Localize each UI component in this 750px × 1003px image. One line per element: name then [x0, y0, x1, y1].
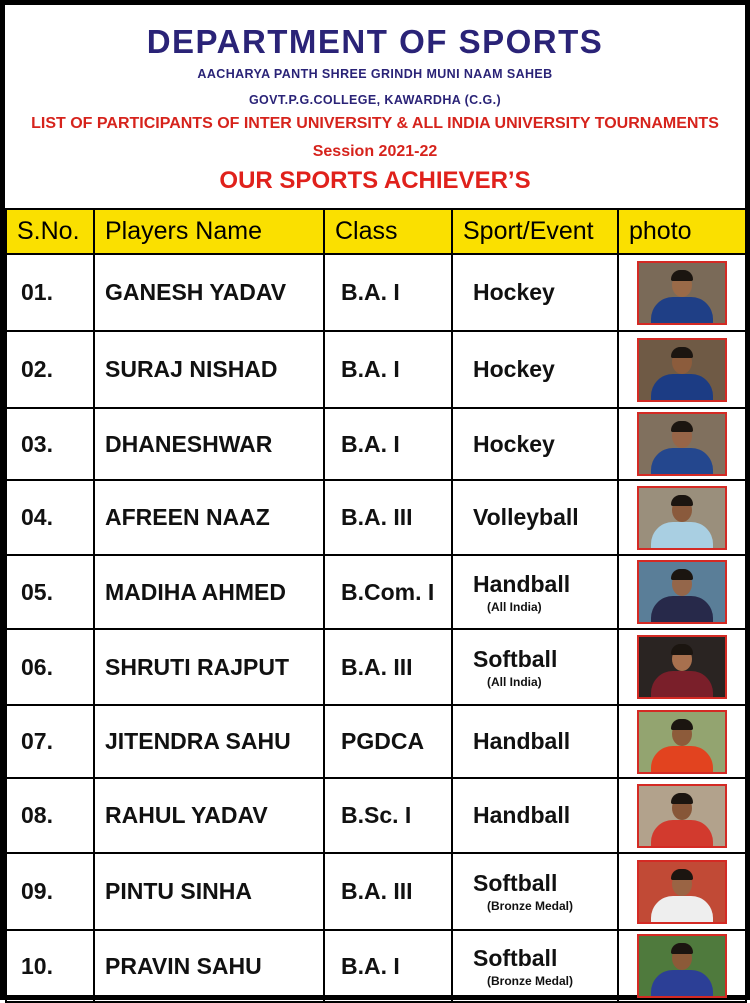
- list-title: LIST OF PARTICIPANTS OF INTER UNIVERSITY & ALL INDIA UNIVERSITY TOURNAMENTS: [31, 115, 719, 132]
- photo-torso: [651, 746, 713, 774]
- sport-name: Volleyball: [473, 504, 579, 530]
- column-header-photo: photo: [618, 209, 746, 254]
- serial-number-cell: 01.: [6, 254, 94, 331]
- sport-name: Softball: [473, 944, 558, 971]
- department-title: DEPARTMENT OF SPORTS: [146, 23, 604, 60]
- class-cell: B.A. I: [324, 331, 452, 408]
- player-photo: [637, 635, 727, 699]
- class-cell: B.A. III: [324, 480, 452, 555]
- photo-hair: [671, 569, 693, 580]
- sport-event-cell: [452, 408, 618, 480]
- class-cell: PGDCA: [324, 705, 452, 778]
- achievement-note: (Bronze Medal): [487, 973, 574, 988]
- sport-event-cell: [452, 778, 618, 853]
- sport-event-cell: [452, 254, 618, 331]
- sport-event-cell: [452, 629, 618, 705]
- player-photo: [637, 934, 727, 998]
- photo-cell: [618, 930, 746, 1002]
- player-name-cell: DHANESHWAR: [94, 408, 324, 480]
- column-header-sno: S.No.: [6, 209, 94, 254]
- photo-torso: [651, 448, 713, 476]
- player-name-cell: AFREEN NAAZ: [94, 480, 324, 555]
- serial-number-cell: 02.: [6, 331, 94, 408]
- sport-name: Hockey: [473, 279, 555, 305]
- player-name-cell: MADIHA AHMED: [94, 555, 324, 629]
- class-cell: B.A. I: [324, 254, 452, 331]
- participants-table: [5, 208, 747, 1003]
- achievement-note: (Bronze Medal): [487, 899, 574, 913]
- photo-torso: [651, 297, 713, 325]
- player-name-cell: SHRUTI RAJPUT: [94, 629, 324, 705]
- serial-number-cell: 05.: [6, 555, 94, 629]
- class-cell: B.A. III: [324, 853, 452, 930]
- sport-name: Handball: [473, 802, 571, 828]
- sport-name: Softball: [473, 870, 558, 896]
- player-photo: [637, 261, 727, 325]
- achievers-subtitle: OUR SPORTS ACHIEVER’S: [219, 167, 531, 194]
- player-photo: [637, 784, 727, 848]
- achievement-note: (All India): [487, 599, 542, 614]
- photo-torso: [651, 671, 713, 699]
- serial-number-cell: 03.: [6, 408, 94, 480]
- player-name-cell: SURAJ NISHAD: [94, 331, 324, 408]
- sport-event-cell: [452, 555, 618, 629]
- table-row: [6, 629, 746, 705]
- sport-name: Hockey: [473, 430, 555, 457]
- session-label: Session 2021-22: [312, 143, 438, 160]
- player-name-cell: JITENDRA SAHU: [94, 705, 324, 778]
- player-photo: [637, 338, 727, 402]
- table-row: [6, 853, 746, 930]
- sport-name: Hockey: [473, 356, 555, 382]
- sport-event-cell: [452, 853, 618, 930]
- photo-cell: [618, 853, 746, 930]
- photo-cell: [618, 480, 746, 555]
- player-name-cell: GANESH YADAV: [94, 254, 324, 331]
- photo-cell: [618, 408, 746, 480]
- serial-number-cell: 08.: [6, 778, 94, 853]
- sport-name: Handball: [473, 728, 571, 754]
- header-row: [6, 209, 746, 254]
- player-name-cell: PINTU SINHA: [94, 853, 324, 930]
- column-header-name: Players Name: [94, 209, 324, 254]
- sport-event-cell: [452, 705, 618, 778]
- serial-number-cell: 07.: [6, 705, 94, 778]
- college-location-line: GOVT.P.G.COLLEGE, KAWARDHA (C.G.): [248, 93, 502, 107]
- player-photo: [637, 486, 727, 550]
- player-photo: [637, 860, 727, 924]
- player-photo: [637, 710, 727, 774]
- player-photo: [637, 412, 727, 476]
- photo-torso: [651, 522, 713, 550]
- photo-torso: [651, 596, 713, 624]
- sport-name: Softball: [473, 645, 558, 672]
- serial-number-cell: 10.: [6, 930, 94, 1002]
- photo-torso: [651, 970, 713, 998]
- table-row: [6, 480, 746, 555]
- table-row: [6, 930, 746, 1002]
- photo-torso: [651, 820, 713, 848]
- player-name-cell: RAHUL YADAV: [94, 778, 324, 853]
- sport-event-cell: [452, 331, 618, 408]
- achievement-note: (All India): [487, 674, 542, 689]
- photo-cell: [618, 705, 746, 778]
- serial-number-cell: 04.: [6, 480, 94, 555]
- photo-torso: [651, 374, 713, 402]
- table-row: [6, 555, 746, 629]
- class-cell: B.Com. I: [324, 555, 452, 629]
- photo-cell: [618, 254, 746, 331]
- photo-hair: [671, 644, 693, 655]
- photo-cell: [618, 555, 746, 629]
- column-header-class: Class: [324, 209, 452, 254]
- sport-event-cell: [452, 480, 618, 555]
- sport-event-cell: [452, 930, 618, 1002]
- college-name-line: AACHARYA PANTH SHREE GRINDH MUNI NAAM SAHEB: [197, 67, 553, 81]
- photo-hair: [671, 421, 693, 432]
- table-row: [6, 408, 746, 480]
- column-header-sport: Sport/Event: [452, 209, 618, 254]
- photo-cell: [618, 629, 746, 705]
- table-row: [6, 254, 746, 331]
- photo-cell: [618, 331, 746, 408]
- table-row: [6, 705, 746, 778]
- class-cell: B.Sc. I: [324, 778, 452, 853]
- serial-number-cell: 09.: [6, 853, 94, 930]
- photo-torso: [651, 896, 713, 924]
- table-row: [6, 331, 746, 408]
- sport-name: Handball: [473, 570, 571, 597]
- photo-hair: [671, 943, 693, 954]
- table-header: [6, 209, 746, 254]
- class-cell: B.A. I: [324, 408, 452, 480]
- table-body: [6, 254, 746, 1002]
- photo-cell: [618, 778, 746, 853]
- class-cell: B.A. III: [324, 629, 452, 705]
- player-photo: [637, 560, 727, 624]
- serial-number-cell: 06.: [6, 629, 94, 705]
- player-name-cell: PRAVIN SAHU: [94, 930, 324, 1002]
- table-row: [6, 778, 746, 853]
- class-cell: B.A. I: [324, 930, 452, 1002]
